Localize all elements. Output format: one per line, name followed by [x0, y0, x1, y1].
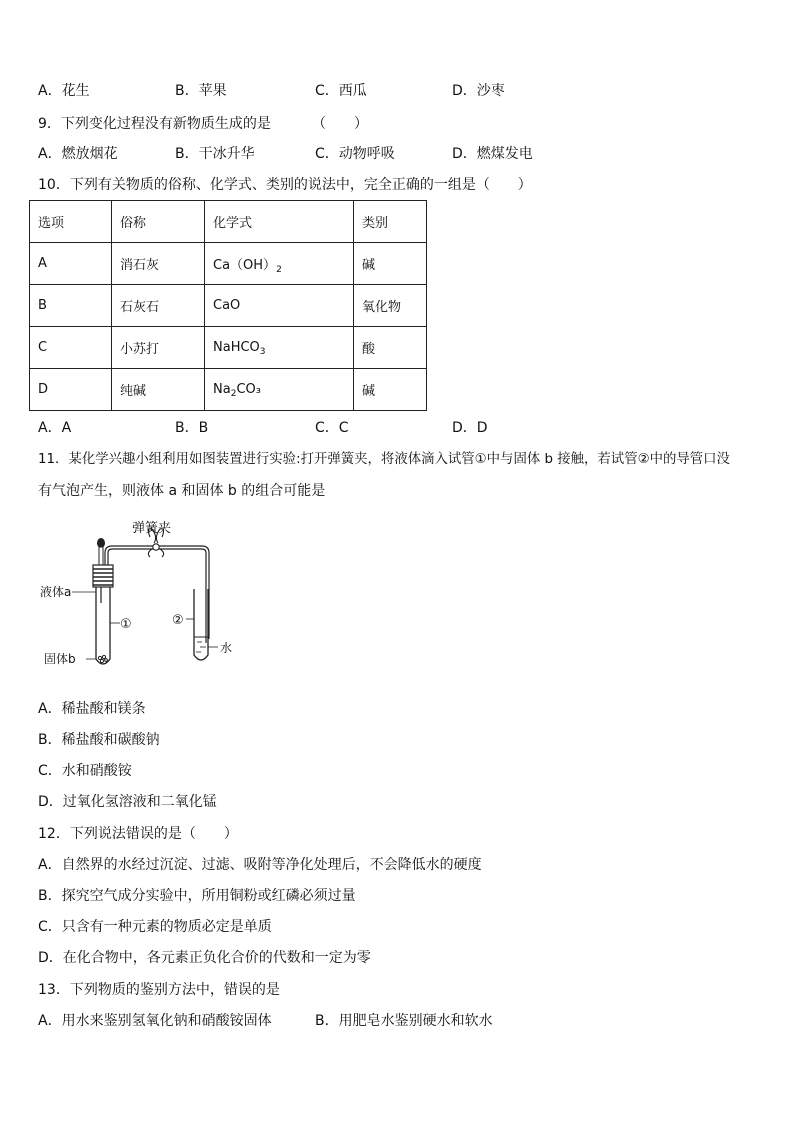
table-row — [30, 327, 427, 369]
q12-option-c: C．只含有一种元素的物质必定是单质 — [38, 919, 272, 935]
cell-formula: $Ca(OH)_2$ — [205, 243, 354, 285]
q11-stem-line1: 11．某化学兴趣小组利用如图装置进行实验:打开弹簧夹，将液体滴入试管①中与固体 b 接触，若试管②中的导管口没 — [38, 452, 730, 467]
q13-option-b: B．用肥皂水鉴别硬水和软水 — [315, 1013, 493, 1029]
q10-option-c: C．C — [315, 420, 349, 436]
table-row — [30, 369, 427, 411]
label-solid-b: 固体b — [44, 652, 76, 666]
table-row — [30, 243, 427, 285]
cell-category: 酸 — [354, 327, 427, 369]
cell-common-name: 消石灰 — [112, 243, 205, 285]
cell-common-name: 纯碱 — [112, 369, 205, 411]
q13-stem: 13．下列物质的鉴别方法中，错误的是 — [38, 982, 280, 998]
cell-common-name: 石灰石 — [112, 285, 205, 327]
cell-option: B — [30, 285, 112, 327]
label-water: 水 — [220, 641, 233, 655]
cell-formula: $Na_2CO_3$ — [205, 369, 354, 411]
q8-options — [38, 81, 758, 101]
q11-option-a: A．稀盐酸和镁条 — [38, 701, 146, 717]
cell-category: 氧化物 — [354, 285, 427, 327]
q10-option-a: A．A — [38, 420, 72, 436]
q8-option-c: C．西瓜 — [315, 83, 367, 99]
cell-option: A — [30, 243, 112, 285]
q10-table — [29, 200, 427, 411]
header-category: 类别 — [354, 201, 427, 243]
q12-option-a: A．自然界的水经过沉淀、过滤、吸附等净化处理后，不会降低水的硬度 — [38, 857, 482, 873]
q8-option-a: A．花生 — [38, 83, 90, 99]
label-tube-1: ① — [120, 617, 132, 632]
q9-option-d: D．燃煤发电 — [452, 146, 533, 162]
q12-option-b: B．探究空气成分实验中，所用铜粉或红磷必须过量 — [38, 888, 356, 904]
q11-option-b: B．稀盐酸和碳酸钠 — [38, 732, 160, 748]
cell-common-name: 小苏打 — [112, 327, 205, 369]
q12-option-d: D．在化合物中，各元素正负化合价的代数和一定为零 — [38, 950, 371, 966]
q8-option-b: B．苹果 — [175, 83, 227, 99]
cell-formula: NaHCO$_3$ — [205, 327, 354, 369]
table-row — [30, 285, 427, 327]
test-tube-1 — [96, 587, 110, 664]
header-common-name: 俗称 — [112, 201, 205, 243]
q10-options — [38, 418, 758, 438]
q8-option-d: D．沙枣 — [452, 83, 505, 99]
table-header-row — [30, 201, 427, 243]
q11-option-d: D．过氧化氢溶液和二氧化锰 — [38, 794, 217, 810]
header-option: 选项 — [30, 201, 112, 243]
q9-option-c: C．动物呼吸 — [315, 146, 395, 162]
q9-option-b: B．干冰升华 — [175, 146, 255, 162]
q12-stem: 12．下列说法错误的是（ ） — [38, 826, 238, 842]
label-spring-clamp: 弹簧夹 — [132, 521, 172, 536]
header-formula: 化学式 — [205, 201, 354, 243]
dropper-stem — [99, 547, 103, 565]
cell-category: 碱 — [354, 243, 427, 285]
q13-option-a: A．用水来鉴别氢氧化钠和硝酸铵固体 — [38, 1013, 272, 1029]
cell-category: 碱 — [354, 369, 427, 411]
q10-stem: 10．下列有关物质的俗称、化学式、类别的说法中，完全正确的一组是（ ） — [38, 177, 532, 193]
cell-formula: CaO — [205, 285, 354, 327]
cell-option: D — [30, 369, 112, 411]
q11-apparatus-figure — [38, 513, 258, 673]
q11-stem-line2: 有气泡产生，则液体 a 和固体 b 的组合可能是 — [38, 483, 326, 499]
q9-answer-blank: （ ） — [312, 116, 368, 132]
q10-option-d: D．D — [452, 420, 488, 436]
q10-option-b: B．B — [175, 420, 209, 436]
q9-stem: 9．下列变化过程没有新物质生成的是 — [38, 116, 271, 132]
label-tube-2: ② — [172, 613, 184, 628]
q11-option-c: C．水和硝酸铵 — [38, 763, 132, 779]
q9-options — [38, 144, 758, 164]
cell-option: C — [30, 327, 112, 369]
label-liquid-a: 液体a — [40, 585, 72, 599]
q9-option-a: A．燃放烟花 — [38, 146, 118, 162]
